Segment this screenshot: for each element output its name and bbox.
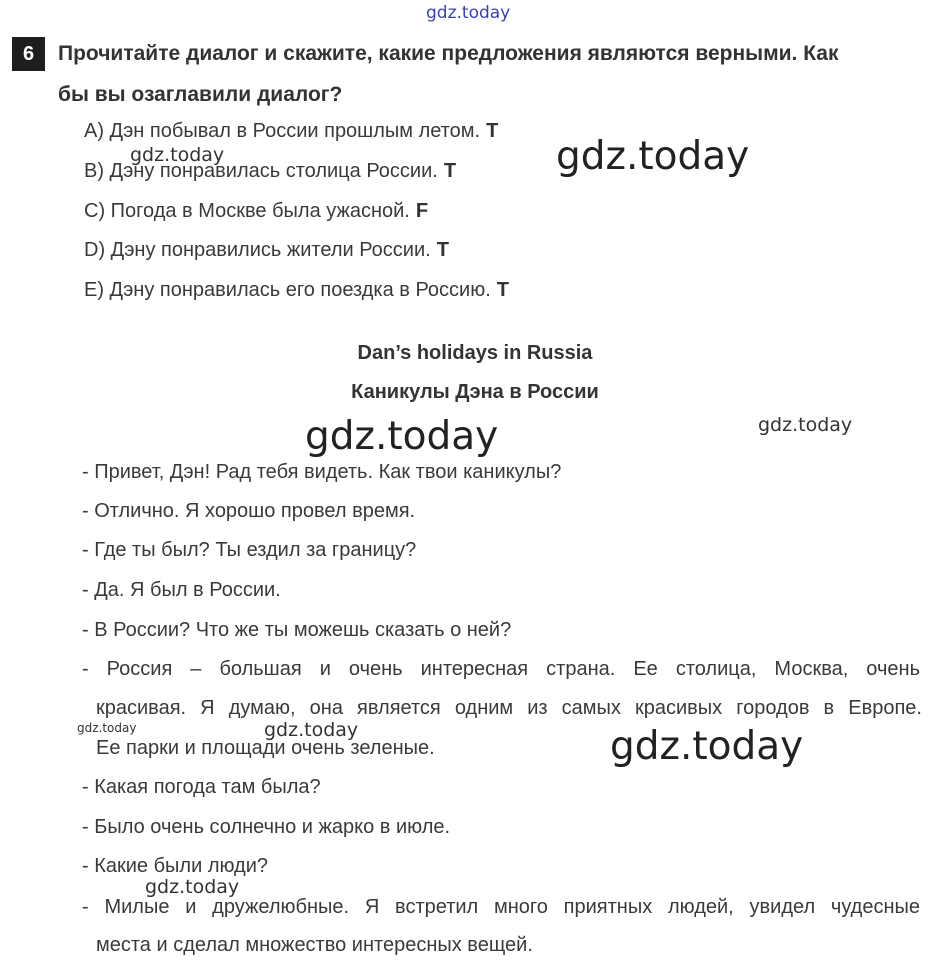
option-b (84, 160, 456, 183)
dialog-line: - Какая погода там была? (82, 776, 321, 798)
option-answer: T (486, 120, 499, 142)
option-answer: T (436, 239, 449, 261)
option-text: D) Дэну понравились жители России. (84, 239, 431, 261)
watermark: gdz.today (130, 144, 225, 166)
option-c (84, 200, 428, 223)
option-a (84, 120, 498, 143)
option-d (84, 239, 449, 262)
dialog-line: - Какие были люди? (82, 855, 269, 877)
watermark-top: gdz.today (426, 3, 511, 23)
dialog-line-continued: места и сделал множество интересных вещей. (96, 934, 533, 956)
watermark: gdz.today (610, 724, 804, 769)
watermark: gdz.today (556, 134, 750, 179)
dialog-title-english: Dan’s holidays in Russia (357, 342, 593, 364)
task-instruction-line-1: Прочитайте диалог и скажите, какие предложения являются верными. Как (58, 42, 839, 65)
option-text: C) Погода в Москве была ужасной. (84, 200, 410, 222)
dialog-line: - Привет, Дэн! Рад тебя видеть. Как твои каникулы? (82, 461, 562, 483)
dialog-line: - Где ты был? Ты ездил за границу? (82, 539, 417, 561)
option-e (84, 279, 509, 302)
option-answer: T (443, 160, 457, 182)
watermark: gdz.today (145, 876, 240, 898)
dialog-title-russian: Каникулы Дэна в России (351, 381, 599, 403)
watermark: gdz.today (264, 719, 359, 741)
option-text: A) Дэн побывал в России прошлым летом. (84, 120, 481, 142)
task-instruction-line-2: бы вы озаглавили диалог? (58, 83, 343, 106)
dialog-line-continued: Ее парки и площади очень зеленые. (96, 737, 435, 759)
option-text: B) Дэну понравилась столица России. (84, 160, 438, 182)
dialog-line-continued: красивая. Я думаю, она является одним из самых красивых городов в Европе. (96, 697, 922, 719)
option-answer: T (496, 279, 509, 301)
option-answer: F (415, 200, 429, 222)
dialog-line: - Было очень солнечно и жарко в июле. (82, 816, 451, 838)
task-number-badge: 6 (12, 37, 45, 71)
dialog-line: - Да. Я был в России. (82, 579, 281, 601)
dialog-line: - Милые и дружелюбные. Я встретил много приятных людей, увидел чудесные (82, 896, 920, 918)
watermark: gdz.today (758, 414, 853, 436)
watermark: gdz.today (77, 721, 137, 735)
dialog-line: - Отлично. Я хорошо провел время. (82, 500, 416, 522)
dialog-line: - В России? Что же ты можешь сказать о ней? (82, 619, 512, 641)
option-text: E) Дэну понравилась его поездка в Россию. (84, 279, 491, 301)
dialog-line: - Россия – большая и очень интересная страна. Ее столица, Москва, очень (82, 658, 920, 680)
watermark: gdz.today (305, 414, 499, 459)
